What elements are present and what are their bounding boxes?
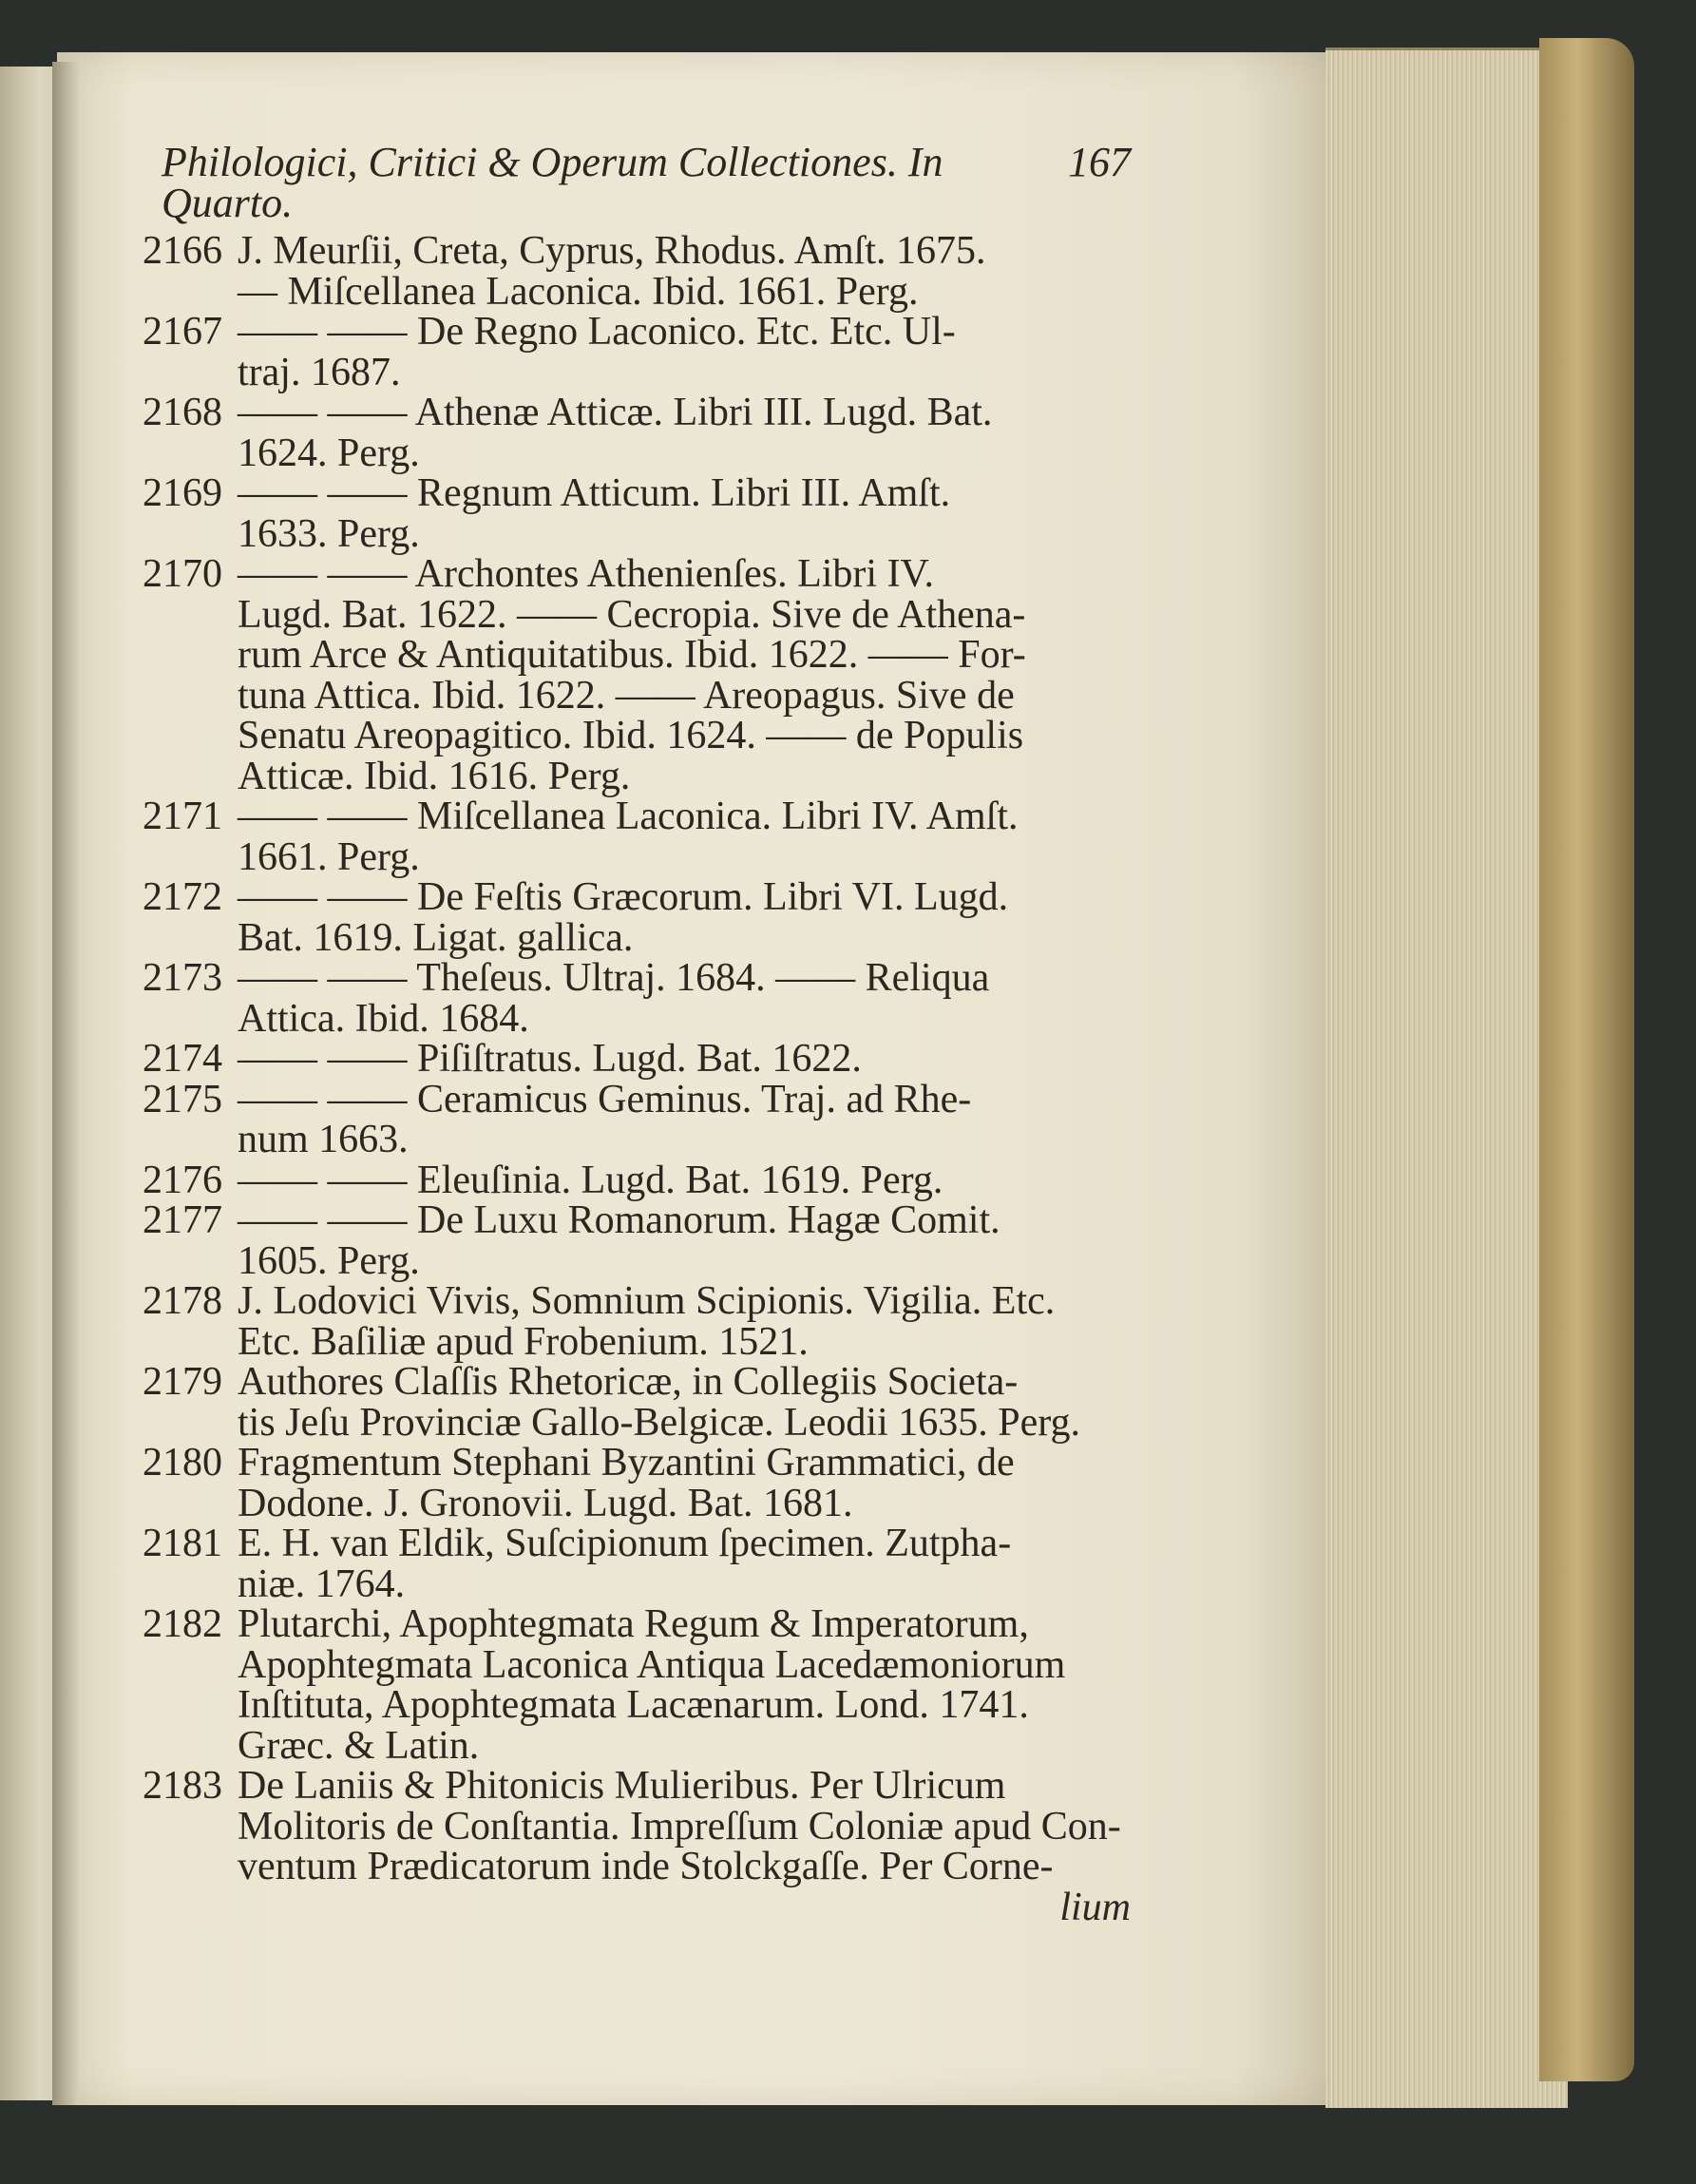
entry-line: Bat. 1619. Ligat. gallica.: [238, 915, 634, 960]
entry-number: 2180: [143, 1441, 222, 1485]
entry-line: J. Lodovici Vivis, Somnium Scipionis. Vigilia. Etc.: [238, 1279, 1056, 1323]
page-number: 167: [1068, 139, 1131, 185]
catalogue-entry: [143, 958, 1131, 1039]
entry-line: Lugd. Bat. 1622. —— Cecropia. Sive de Athena-: [238, 592, 1026, 637]
catalogue-entry: [143, 312, 1131, 393]
entry-number: 2171: [143, 795, 222, 838]
catalogue-entry: [143, 1766, 1131, 1887]
catalogue-entry: [143, 877, 1131, 958]
entry-number: 2174: [143, 1037, 222, 1081]
entry-line: Fragmentum Stephani Byzantini Grammatici, de: [238, 1441, 1015, 1485]
entry-line: Etc. Baſiliæ apud Frobenium. 1521.: [238, 1319, 809, 1364]
entry-line: —— —— Archontes Athenienſes. Libri IV.: [238, 552, 934, 596]
running-header: [162, 139, 1131, 226]
entry-line: Plutarchi, Apophtegmata Regum & Imperatorum,: [238, 1602, 1029, 1646]
catalogue-entry: [143, 473, 1131, 554]
entry-line: — Miſcellanea Laconica. Ibid. 1661. Perg.: [238, 269, 919, 314]
entry-line: Inſtituta, Apophtegmata Lacænarum. Lond. 1741.: [238, 1683, 1029, 1727]
catalogue-entry: [143, 1200, 1131, 1281]
entry-line: —— —— De Regno Laconico. Etc. Etc. Ul-: [238, 310, 956, 354]
page-text: [143, 139, 1131, 1929]
entry-number: 2181: [143, 1522, 222, 1565]
catalogue-entry: [143, 1443, 1131, 1523]
entry-number: 2182: [143, 1602, 222, 1646]
entry-line: tuna Attica. Ibid. 1622. —— Areopagus. Sive de: [238, 673, 1015, 718]
entry-number: 2183: [143, 1764, 222, 1808]
entry-line: Atticæ. Ibid. 1616. Perg.: [238, 754, 631, 798]
catalogue-entry: [143, 231, 1131, 312]
entry-line: —— —— Eleuſinia. Lugd. Bat. 1619. Perg.: [238, 1158, 943, 1202]
entry-line: Authores Claſſis Rhetoricæ, in Collegiis Societa-: [238, 1360, 1019, 1404]
entry-line: tis Jeſu Provinciæ Gallo-Belgicæ. Leodii 1635. Perg.: [238, 1400, 1080, 1445]
book-cover-edge: [1539, 38, 1634, 2081]
entry-line: ventum Prædicatorum inde Stolckgaſſe. Per Corne-: [238, 1845, 1054, 1888]
catalogue-entry: [143, 796, 1131, 877]
entry-line: 1624. Perg.: [238, 431, 420, 475]
entry-line: —— —— Ceramicus Geminus. Traj. ad Rhe-: [238, 1077, 972, 1121]
entry-line: —— —— De Feſtis Græcorum. Libri VI. Lugd.: [238, 875, 1009, 919]
entry-line: num 1663.: [238, 1118, 409, 1161]
catalogue-entry: [143, 1039, 1131, 1080]
entry-line: —— —— Athenæ Atticæ. Libri III. Lugd. Bat.: [238, 391, 993, 434]
catalogue-entry: [143, 1523, 1131, 1604]
catalogue-entry: [143, 1362, 1131, 1443]
entry-number: 2173: [143, 956, 222, 1000]
entry-line: —— —— De Luxu Romanorum. Hagæ Comit.: [238, 1198, 1000, 1242]
entry-number: 2166: [143, 229, 222, 273]
catalogue-entry: [143, 1077, 1131, 1161]
catalogue-entry: [143, 393, 1131, 473]
entry-line: J. Meurſii, Creta, Cyprus, Rhodus. Amſt. 1675.: [238, 229, 986, 273]
catalogue-entry: [143, 1281, 1131, 1362]
entry-line: rum Arce & Antiquitatibus. Ibid. 1622. —— For-: [238, 633, 1026, 677]
catalogue-entries: [143, 231, 1131, 1887]
entry-number: 2176: [143, 1158, 222, 1202]
entry-line: traj. 1687.: [238, 350, 401, 394]
entry-line: Apophtegmata Laconica Antiqua Lacedæmoniorum: [238, 1642, 1066, 1687]
entry-line: Attica. Ibid. 1684.: [238, 996, 529, 1041]
entry-line: E. H. van Eldik, Suſcipionum ſpecimen. Zutpha-: [238, 1522, 1012, 1565]
catchword: lium: [1059, 1885, 1131, 1929]
book-gutter: [52, 62, 79, 2105]
entry-line: Senatu Areopagitico. Ibid. 1624. —— de Populis: [238, 714, 1024, 757]
entry-line: 1633. Perg.: [238, 511, 420, 556]
entry-number: 2167: [143, 310, 222, 354]
entry-line: Græc. & Latin.: [238, 1723, 480, 1768]
catalogue-entry: [143, 1604, 1131, 1766]
entry-number: 2172: [143, 875, 222, 919]
entry-number: 2168: [143, 391, 222, 434]
entry-line: —— —— Regnum Atticum. Libri III. Amſt.: [238, 471, 951, 515]
entry-line: Dodone. J. Gronovii. Lugd. Bat. 1681.: [238, 1481, 853, 1525]
entry-line: 1661. Perg.: [238, 834, 420, 879]
entry-line: —— —— Piſiſtratus. Lugd. Bat. 1622.: [238, 1037, 862, 1081]
entry-number: 2170: [143, 552, 222, 596]
entry-line: —— —— Theſeus. Ultraj. 1684. —— Reliqua: [238, 956, 990, 1000]
page-block-edges: [1325, 48, 1568, 2108]
entry-number: 2169: [143, 471, 222, 515]
entry-number: 2177: [143, 1198, 222, 1242]
entry-number: 2175: [143, 1077, 222, 1121]
catalogue-entry: [143, 1160, 1131, 1201]
entry-number: 2179: [143, 1360, 222, 1404]
entry-line: niæ. 1764.: [238, 1561, 406, 1606]
running-title: Philologici, Critici & Operum Collectiones. In Quarto.: [162, 139, 943, 226]
entry-line: 1605. Perg.: [238, 1238, 420, 1283]
catalogue-entry: [143, 554, 1131, 796]
entry-line: —— —— Miſcellanea Laconica. Libri IV. Amſt.: [238, 795, 1019, 838]
entry-line: Molitoris de Conſtantia. Impreſſum Coloniæ apud Con-: [238, 1804, 1121, 1849]
entry-line: De Laniis & Phitonicis Mulieribus. Per Ulricum: [238, 1764, 1006, 1808]
entry-number: 2178: [143, 1279, 222, 1323]
